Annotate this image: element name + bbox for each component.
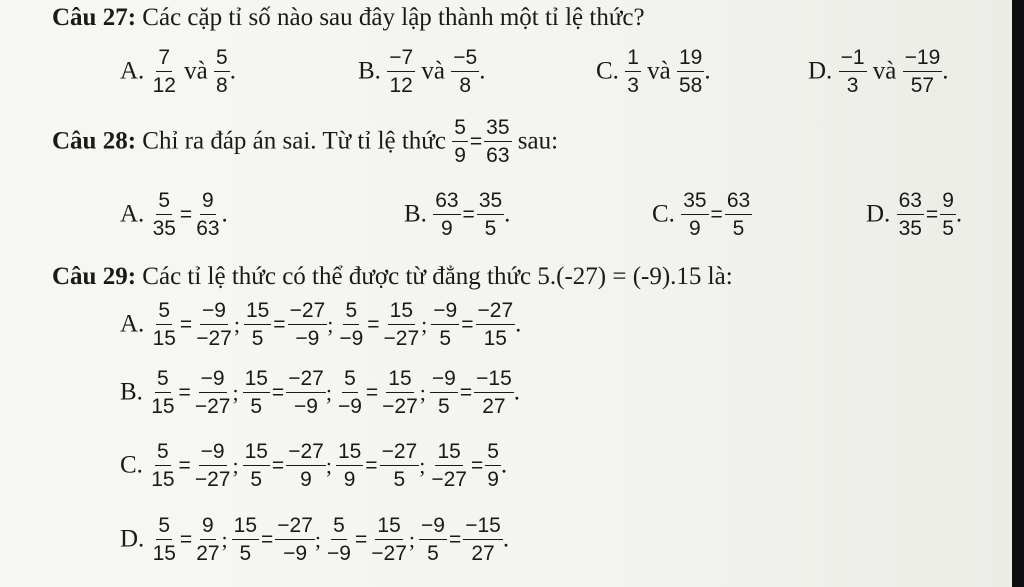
separator: ;	[314, 526, 322, 552]
q29-option-b	[120, 368, 520, 417]
fraction	[897, 190, 924, 239]
q27-option-a	[120, 47, 236, 96]
numerator: 63	[897, 190, 924, 215]
numerator: 5	[155, 441, 171, 466]
denominator: 3	[627, 74, 639, 97]
conjunction: và	[421, 57, 445, 85]
denominator: 3	[846, 74, 859, 97]
denominator: 12	[152, 74, 176, 97]
denominator: 35	[152, 217, 176, 240]
fraction	[336, 441, 363, 490]
numerator: 15	[336, 441, 363, 466]
denominator: −27	[371, 542, 407, 565]
denominator: 5	[250, 395, 263, 418]
period: .	[955, 200, 963, 228]
fraction	[484, 117, 511, 166]
denominator: −27	[194, 395, 231, 418]
numerator: −5	[451, 47, 479, 72]
question-label: Câu 27:	[52, 4, 137, 31]
option-letter: C.	[596, 57, 619, 85]
fraction	[431, 300, 459, 349]
fraction	[243, 368, 270, 417]
period: .	[500, 451, 508, 479]
numerator: −15	[474, 368, 514, 393]
denominator: 9	[343, 468, 356, 491]
equals-sign: =	[179, 527, 193, 551]
period: .	[479, 57, 486, 85]
denominator: 15	[152, 327, 176, 350]
numerator: −9	[200, 300, 228, 325]
numerator: 63	[433, 190, 460, 215]
numerator: −27	[286, 441, 326, 466]
equals-sign: =	[178, 380, 191, 404]
denominator: 5	[438, 395, 450, 418]
fraction	[193, 368, 233, 417]
equals-sign: =	[261, 527, 274, 551]
denominator: 5	[393, 468, 406, 491]
equals-sign: =	[461, 312, 474, 336]
fraction	[151, 47, 178, 96]
q27-option-d	[808, 47, 949, 96]
period: .	[229, 57, 236, 85]
separator: ;	[419, 452, 426, 478]
fraction	[625, 47, 641, 96]
equals-sign: =	[273, 312, 286, 336]
q29-option-d	[120, 515, 509, 564]
numerator: 15	[388, 300, 415, 325]
fraction	[194, 515, 221, 564]
equals-sign: =	[365, 380, 379, 404]
denominator: 63	[486, 144, 510, 167]
denominator: 12	[389, 74, 413, 97]
denominator: −9	[283, 542, 308, 565]
numerator: 5	[342, 368, 358, 393]
option-letter: C.	[120, 451, 143, 479]
question-28	[52, 117, 558, 166]
option-letter: B.	[120, 378, 143, 406]
numerator: 35	[681, 190, 708, 215]
option-letter: B.	[404, 200, 427, 228]
numerator: 15	[232, 515, 259, 540]
denominator: 63	[196, 217, 220, 240]
q29-option-c	[120, 441, 507, 490]
option-letter: D.	[808, 57, 833, 85]
option-letter: D.	[866, 200, 891, 228]
denominator: 9	[441, 217, 453, 240]
numerator: −9	[430, 368, 458, 393]
conjunction: và	[647, 57, 671, 85]
denominator: 58	[678, 74, 703, 97]
option-letter: A.	[120, 200, 145, 228]
numerator: −27	[286, 368, 326, 393]
fraction	[485, 441, 501, 490]
question-27	[52, 4, 645, 32]
denominator: −9	[294, 395, 318, 418]
question-text: Các cặp tỉ số nào sau đây lập thành một tỉ lệ thức?	[136, 4, 645, 31]
fraction	[940, 190, 956, 239]
denominator: 35	[898, 217, 922, 240]
numerator: 15	[244, 300, 271, 325]
fraction	[243, 441, 270, 490]
numerator: 15	[243, 441, 270, 466]
fraction	[725, 190, 752, 239]
numerator: 15	[435, 441, 462, 466]
q27-option-c	[596, 47, 711, 96]
separator: ;	[325, 379, 332, 405]
denominator: −9	[295, 327, 320, 350]
numerator: −27	[380, 441, 420, 466]
denominator: 8	[216, 74, 228, 97]
equals-sign: =	[271, 453, 285, 477]
numerator: 9	[200, 515, 216, 540]
denominator: 5	[239, 542, 252, 565]
numerator: −9	[431, 300, 459, 325]
equals-sign: =	[365, 453, 378, 477]
fraction	[474, 368, 514, 417]
numerator: −27	[288, 300, 328, 325]
denominator: −9	[339, 327, 364, 350]
denominator: −27	[194, 468, 231, 491]
separator: ;	[419, 379, 426, 405]
denominator: 5	[732, 217, 745, 240]
period: .	[513, 378, 520, 406]
fraction	[433, 190, 460, 239]
denominator: 27	[196, 542, 220, 565]
fraction	[325, 515, 353, 564]
question-label: Câu 28:	[52, 127, 137, 155]
fraction	[477, 190, 504, 239]
denominator: 15	[483, 327, 507, 350]
fraction	[419, 515, 447, 564]
equals-sign: =	[462, 202, 475, 226]
equals-sign: =	[459, 380, 473, 404]
fraction	[336, 368, 364, 417]
fraction	[151, 190, 178, 239]
fraction	[194, 300, 234, 349]
numerator: 5	[214, 47, 230, 72]
numerator: 5	[331, 515, 347, 540]
denominator: 5	[427, 542, 439, 565]
period: .	[704, 57, 711, 85]
equals-sign: =	[367, 312, 380, 336]
option-letter: A.	[120, 310, 145, 338]
equals-sign: =	[179, 312, 193, 336]
question-text: Chỉ ra đáp án sai. Từ tỉ lệ thức	[136, 127, 446, 155]
numerator: −27	[275, 515, 315, 540]
denominator: 8	[459, 74, 472, 97]
numerator: 7	[156, 47, 172, 72]
photo-border	[1012, 0, 1024, 587]
denominator: 5	[250, 468, 263, 491]
equals-sign: =	[179, 202, 193, 226]
denominator: 9	[487, 468, 499, 491]
denominator: 15	[151, 395, 175, 418]
fraction	[681, 190, 708, 239]
numerator: 9	[200, 190, 216, 215]
fraction	[369, 515, 409, 564]
question-text-end: sau:	[517, 127, 559, 155]
denominator: 9	[689, 217, 701, 240]
numerator: 35	[477, 190, 504, 215]
conjunction: và	[872, 57, 897, 85]
separator: ;	[221, 526, 228, 552]
fraction	[232, 515, 259, 564]
equals-sign: =	[469, 129, 483, 153]
q28-option-c	[652, 190, 752, 239]
separator: ;	[233, 311, 240, 337]
numerator: 5	[452, 117, 468, 142]
equals-sign: =	[178, 453, 191, 477]
fraction	[387, 47, 415, 96]
numerator: 15	[386, 368, 413, 393]
numerator: 35	[484, 117, 511, 142]
fraction	[149, 368, 176, 417]
question-29	[52, 263, 733, 291]
fraction	[677, 47, 704, 96]
fraction	[286, 441, 326, 490]
period: .	[221, 200, 228, 228]
separator: ;	[232, 379, 239, 405]
denominator: 5	[251, 327, 264, 350]
period: .	[504, 200, 511, 228]
numerator: 63	[725, 190, 752, 215]
period: .	[515, 310, 522, 338]
q28-option-a	[120, 190, 228, 239]
denominator: 9	[454, 144, 466, 167]
fraction	[382, 300, 422, 349]
numerator: 15	[243, 368, 270, 393]
fraction	[839, 47, 867, 96]
denominator: −27	[383, 327, 420, 350]
equals-sign: =	[470, 453, 484, 477]
equals-sign: =	[925, 202, 939, 226]
q29-option-a	[120, 300, 521, 349]
numerator: −27	[476, 300, 516, 325]
denominator: 57	[910, 74, 935, 97]
fraction	[452, 117, 468, 166]
fraction	[903, 47, 943, 96]
denominator: −27	[382, 395, 418, 418]
fraction	[463, 515, 503, 564]
numerator: 19	[677, 47, 704, 72]
denominator: 5	[942, 217, 954, 240]
numerator: 1	[625, 47, 641, 72]
period: .	[502, 525, 510, 553]
fraction	[193, 441, 233, 490]
denominator: 15	[151, 468, 175, 491]
separator: ;	[421, 311, 428, 337]
fraction	[380, 368, 420, 417]
numerator: 5	[156, 300, 172, 325]
fraction	[244, 300, 271, 349]
q27-option-b	[358, 47, 485, 96]
fraction	[476, 300, 516, 349]
q28-option-b	[404, 190, 510, 239]
fraction	[429, 441, 469, 490]
option-letter: B.	[358, 57, 381, 85]
numerator: 9	[940, 190, 956, 215]
numerator: −1	[839, 47, 867, 72]
equals-sign: =	[271, 380, 285, 404]
separator: ;	[327, 311, 334, 337]
denominator: −27	[431, 468, 467, 491]
numerator: 5	[155, 368, 171, 393]
fraction	[151, 300, 178, 349]
conjunction: và	[184, 57, 208, 85]
option-letter: D.	[120, 525, 145, 553]
option-letter: C.	[652, 200, 675, 228]
period: .	[942, 57, 949, 85]
numerator: 5	[156, 515, 172, 540]
numerator: −9	[419, 515, 447, 540]
equals-sign: =	[448, 527, 462, 551]
denominator: 5	[484, 217, 497, 240]
fraction	[288, 300, 328, 349]
numerator: 5	[343, 300, 359, 325]
equals-sign: =	[710, 202, 723, 226]
separator: ;	[232, 452, 239, 478]
numerator: −9	[199, 368, 227, 393]
numerator: −9	[199, 441, 227, 466]
fraction	[286, 368, 326, 417]
option-letter: A.	[120, 57, 145, 85]
fraction	[380, 441, 420, 490]
denominator: −9	[337, 395, 362, 418]
denominator: −27	[196, 327, 232, 350]
denominator: 5	[439, 327, 452, 350]
denominator: 15	[152, 542, 176, 565]
numerator: 15	[375, 515, 402, 540]
fraction	[451, 47, 479, 96]
separator: ;	[325, 452, 332, 478]
fraction	[151, 515, 178, 564]
numerator: −7	[387, 47, 415, 72]
denominator: 27	[471, 542, 495, 565]
question-text: Các tỉ lệ thức có thể được từ đẳng thức 5.(-27) = (-9).15 là:	[136, 263, 733, 290]
numerator: 5	[156, 190, 172, 215]
question-label: Câu 29:	[52, 263, 137, 290]
separator: ;	[408, 526, 416, 552]
fraction	[275, 515, 315, 564]
fraction	[337, 300, 365, 349]
numerator: 5	[485, 441, 501, 466]
fraction	[194, 190, 221, 239]
numerator: −15	[463, 515, 503, 540]
denominator: 27	[482, 395, 506, 418]
equals-sign: =	[355, 527, 368, 551]
fraction	[149, 441, 176, 490]
q28-option-d	[866, 190, 962, 239]
numerator: −19	[903, 47, 943, 72]
fraction	[430, 368, 458, 417]
denominator: 9	[300, 468, 312, 491]
fraction	[214, 47, 230, 96]
denominator: −9	[327, 542, 351, 565]
